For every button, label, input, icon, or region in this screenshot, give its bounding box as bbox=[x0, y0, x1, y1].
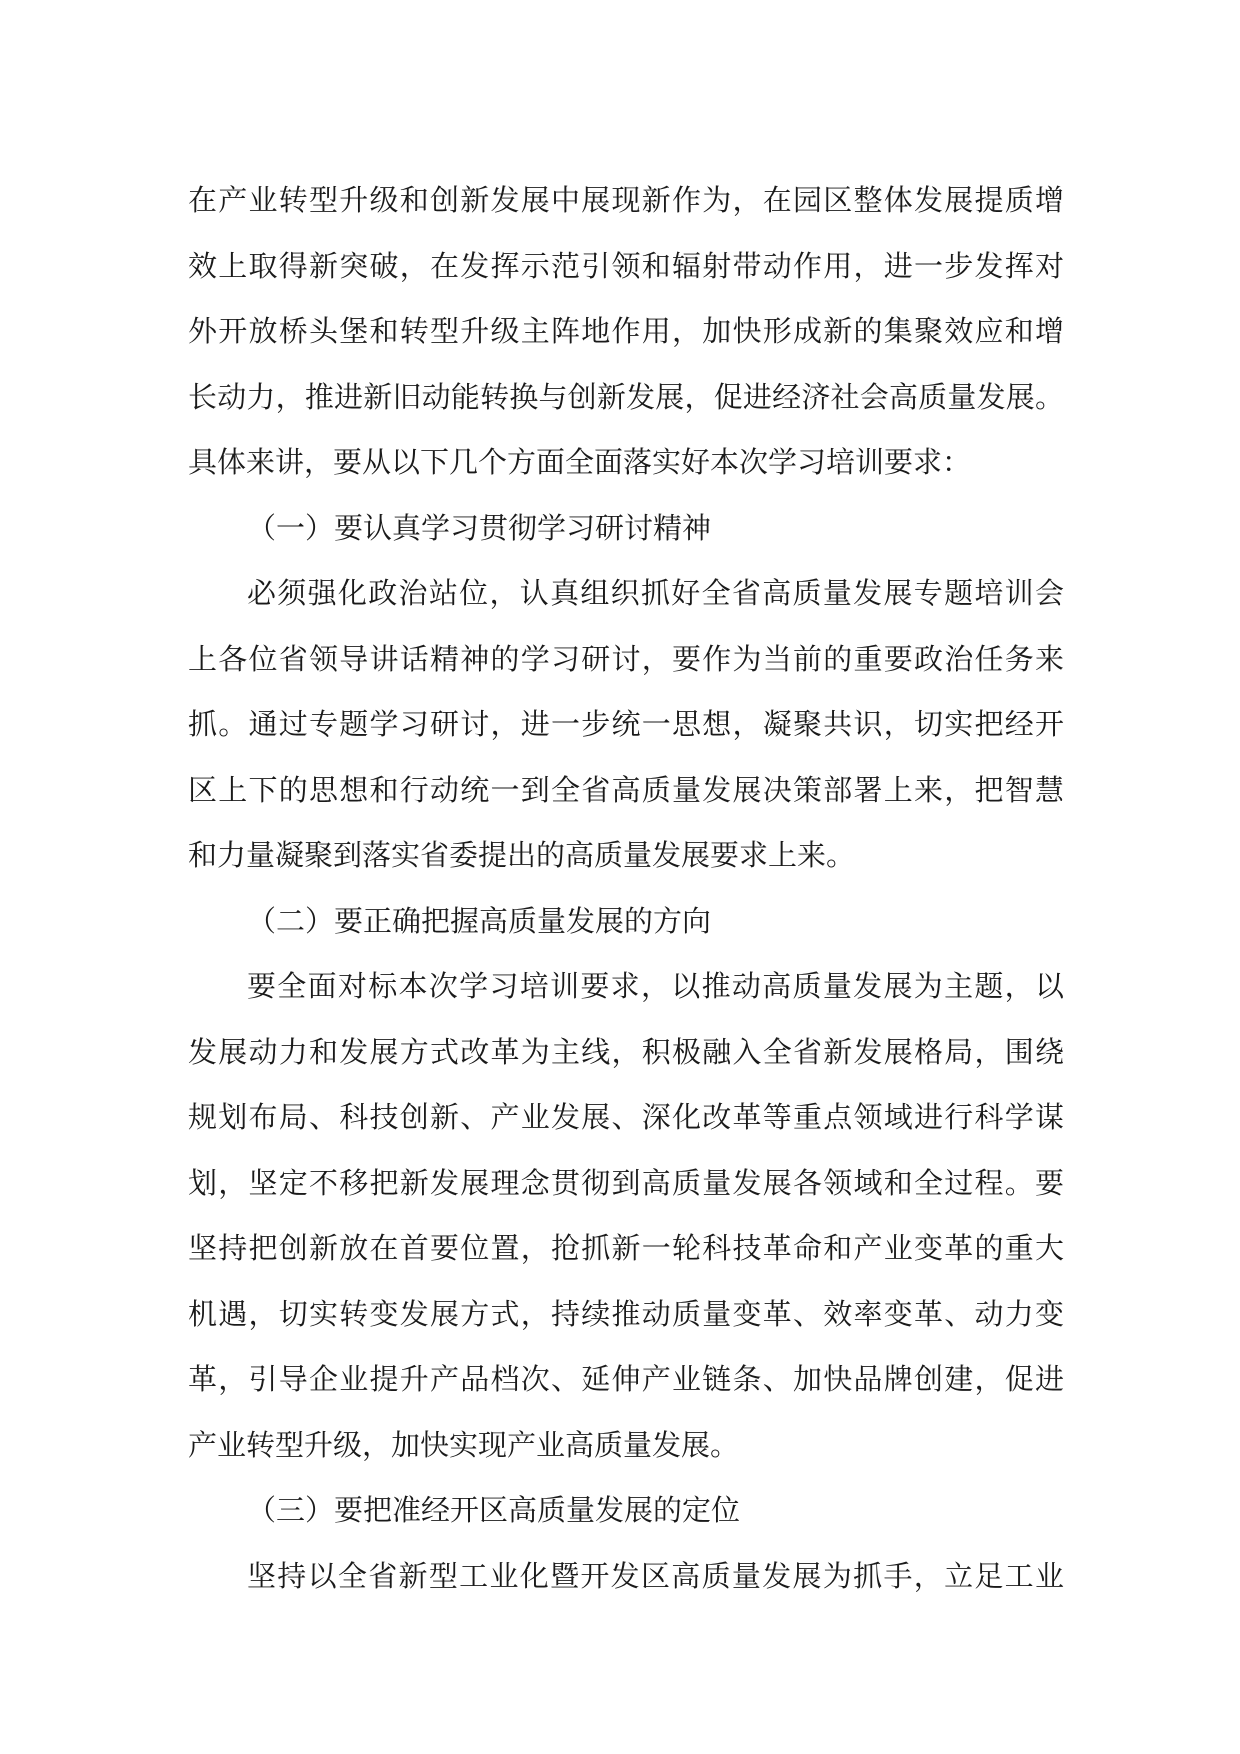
paragraph-line: 要全面对标本次学习培训要求，以推动高质量发展为主题，以 bbox=[247, 969, 1064, 1003]
paragraph-line: 坚持把创新放在首要位置，抢抓新一轮科技革命和产业变革的重大 bbox=[188, 1231, 1064, 1265]
paragraph-line: 革，引导企业提升产品档次、延伸产业链条、加快品牌创建，促进 bbox=[188, 1362, 1064, 1396]
paragraph-line: 上各位省领导讲话精神的学习研讨，要作为当前的重要政治任务来 bbox=[188, 641, 1064, 676]
section-heading: （二）要正确把握高质量发展的方向 bbox=[247, 903, 712, 938]
paragraph-line: 具体来讲，要从以下几个方面全面落实好本次学习培训要求： bbox=[188, 445, 972, 479]
paragraph-line: 抓。通过专题学习研讨，进一步统一思想，凝聚共识，切实把经开 bbox=[188, 707, 1064, 741]
paragraph-line: 机遇，切实转变发展方式，持续推动质量变革、效率变革、动力变 bbox=[188, 1296, 1064, 1331]
paragraph-line: 在产业转型升级和创新发展中展现新作为，在园区整体发展提质增 bbox=[188, 183, 1064, 217]
paragraph-line: 长动力，推进新旧动能转换与创新发展，促进经济社会高质量发展。 bbox=[188, 379, 1064, 414]
paragraph-line: 必须强化政治站位，认真组织抓好全省高质量发展专题培训会 bbox=[247, 576, 1064, 610]
document-body bbox=[188, 168, 1064, 1609]
paragraph-line: 外开放桥头堡和转型升级主阵地作用，加快形成新的集聚效应和增 bbox=[188, 314, 1064, 348]
paragraph-line: 和力量凝聚到落实省委提出的高质量发展要求上来。 bbox=[188, 838, 856, 872]
paragraph-line: 效上取得新突破，在发挥示范引领和辐射带动作用，进一步发挥对 bbox=[188, 248, 1064, 283]
paragraph-line: 坚持以全省新型工业化暨开发区高质量发展为抓手，立足工业 bbox=[247, 1558, 1064, 1593]
paragraph-line: 发展动力和发展方式改革为主线，积极融入全省新发展格局，围绕 bbox=[188, 1034, 1064, 1069]
paragraph-line: 规划布局、科技创新、产业发展、深化改革等重点领域进行科学谋 bbox=[188, 1100, 1064, 1134]
paragraph-line: 区上下的思想和行动统一到全省高质量发展决策部署上来，把智慧 bbox=[188, 772, 1064, 807]
section-heading: （三）要把准经开区高质量发展的定位 bbox=[247, 1493, 741, 1527]
paragraph-line: 产业转型升级，加快实现产业高质量发展。 bbox=[188, 1427, 740, 1462]
section-heading: （一）要认真学习贯彻学习研讨精神 bbox=[247, 510, 712, 545]
paragraph-line: 划，坚定不移把新发展理念贯彻到高质量发展各领域和全过程。要 bbox=[188, 1165, 1064, 1200]
